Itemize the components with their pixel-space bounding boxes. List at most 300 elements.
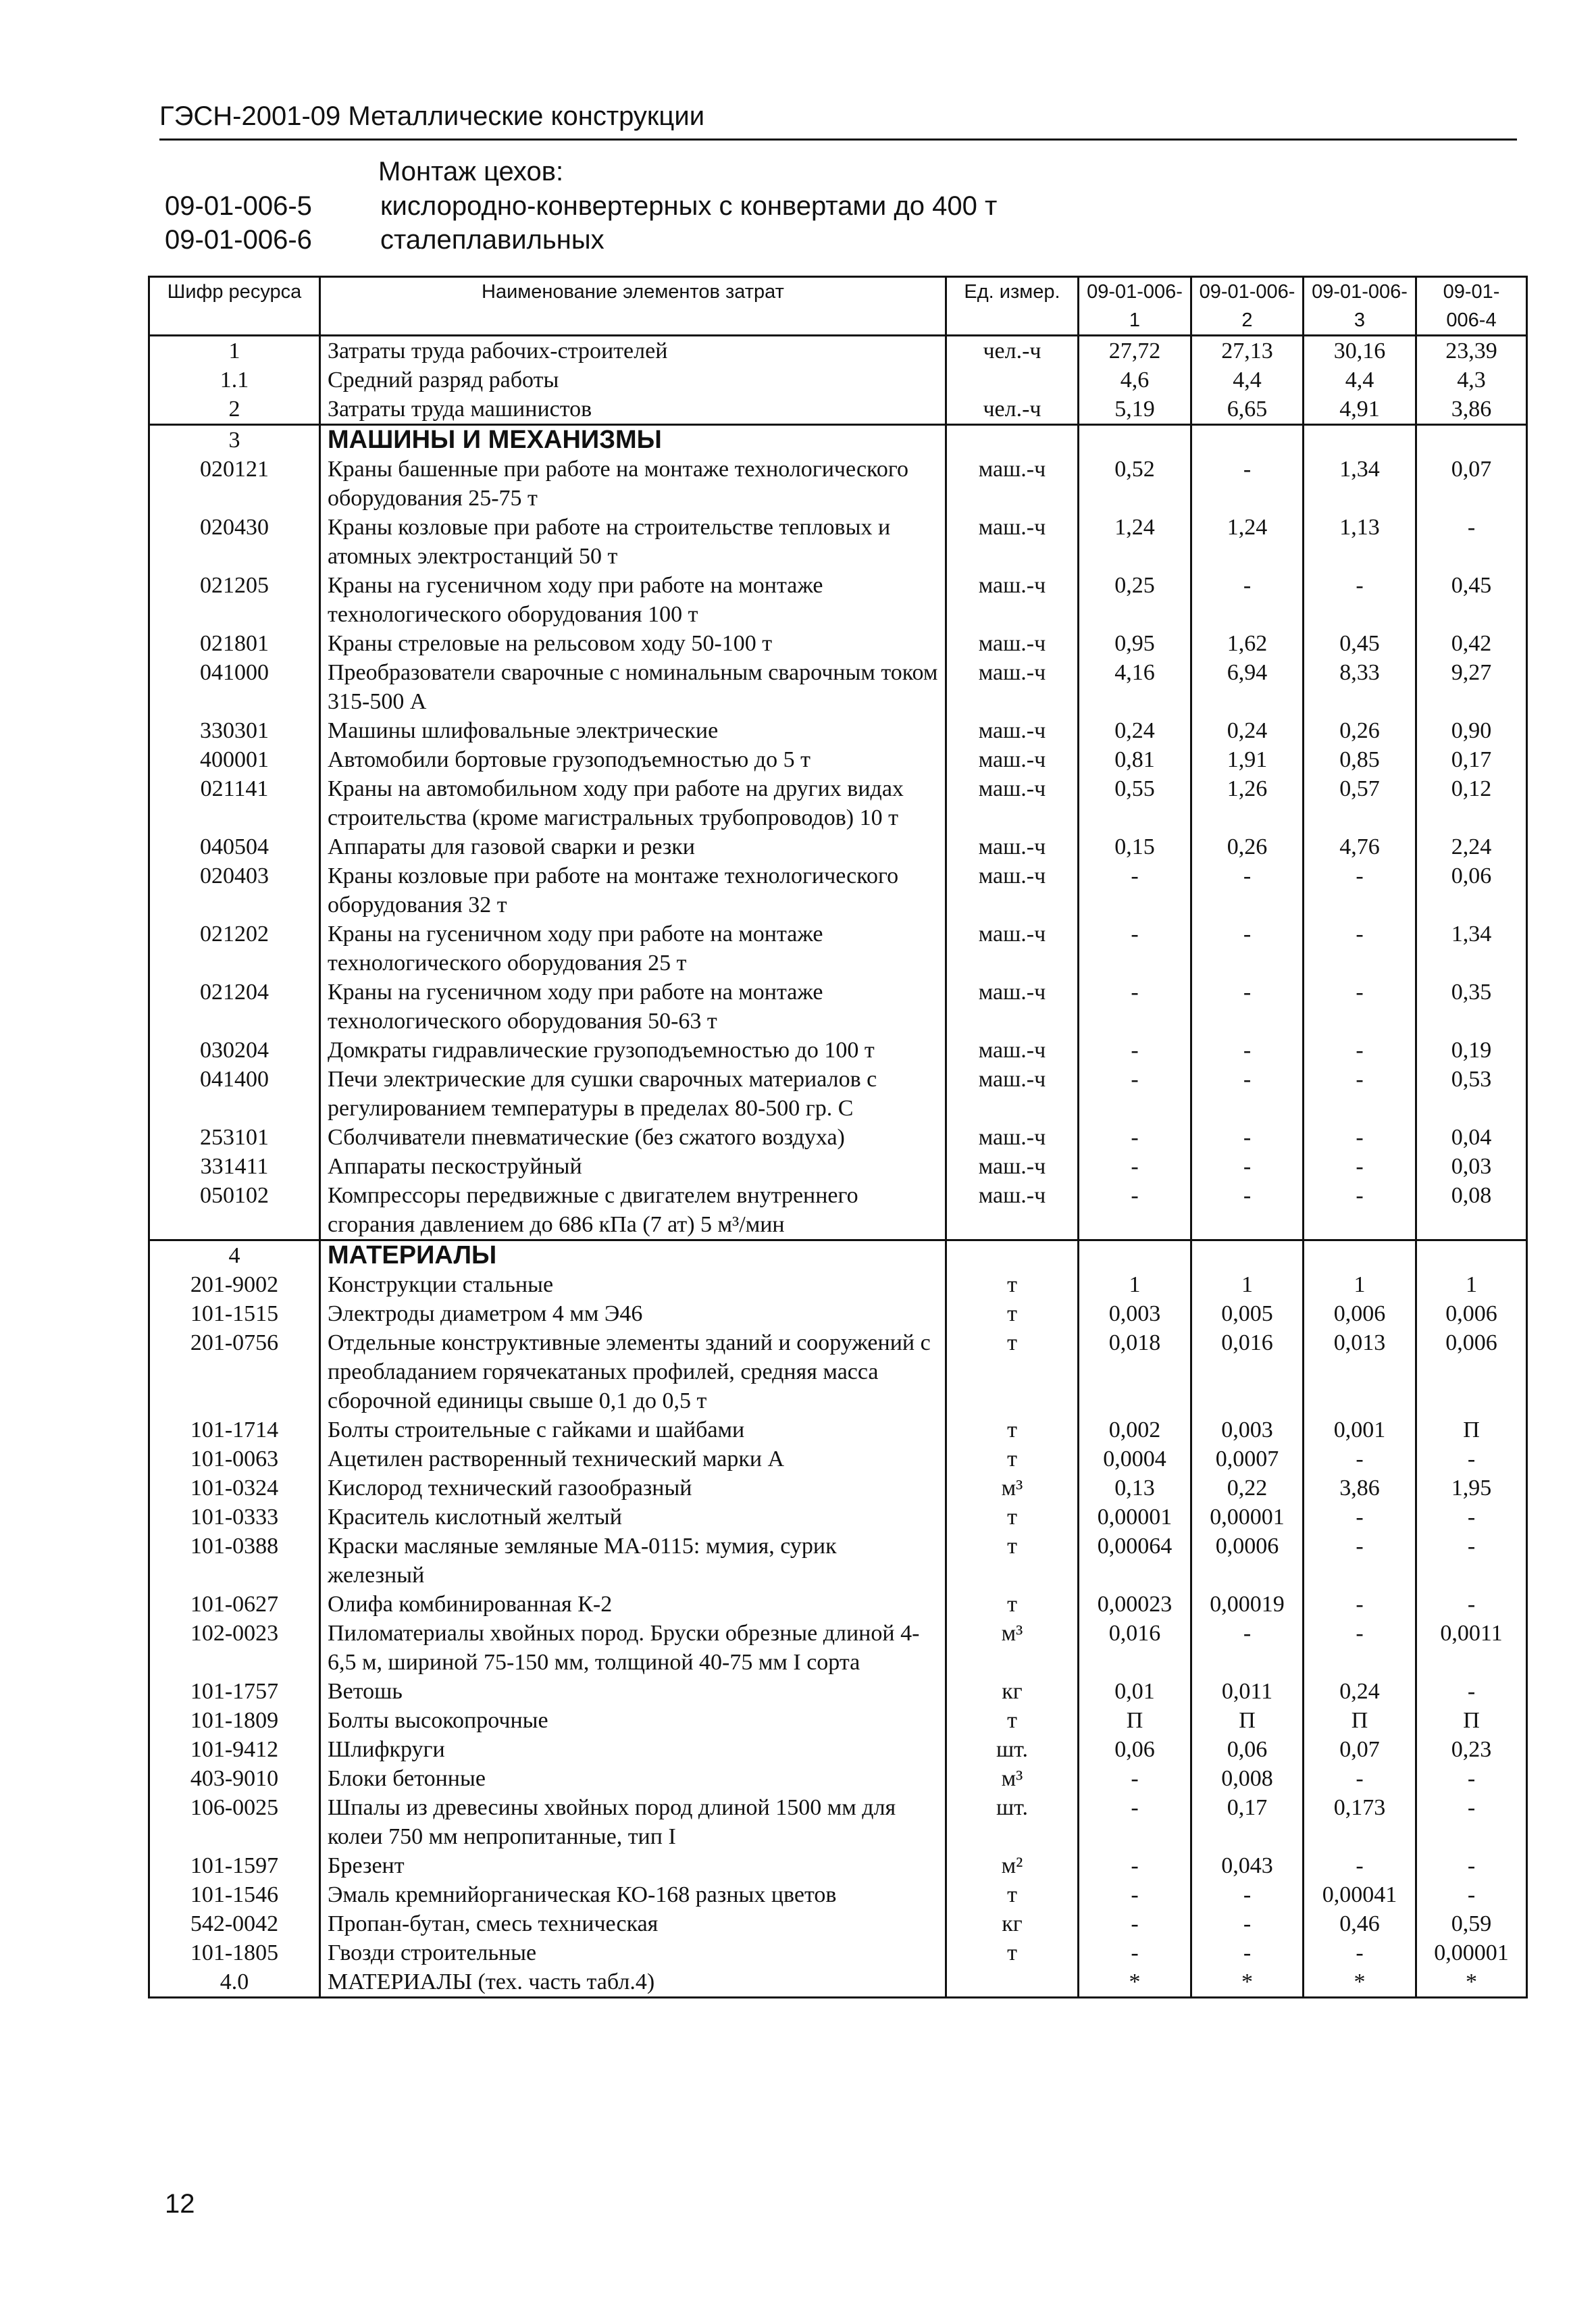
cell-value: - bbox=[1304, 861, 1416, 920]
cell-value: - bbox=[1079, 1181, 1191, 1240]
cell-name: Затраты труда машинистов bbox=[320, 395, 946, 425]
cell-code: 101-0333 bbox=[149, 1503, 320, 1532]
table-row bbox=[149, 1503, 1527, 1532]
cell-value: 23,39 bbox=[1416, 336, 1527, 366]
cell-value: - bbox=[1304, 1444, 1416, 1474]
cell-unit: м³ bbox=[946, 1764, 1079, 1793]
cell-value: 1,24 bbox=[1191, 513, 1304, 571]
cell-value: - bbox=[1416, 1793, 1527, 1851]
cell-value: 0,006 bbox=[1416, 1299, 1527, 1328]
table-row bbox=[149, 658, 1527, 716]
table-row bbox=[149, 1415, 1527, 1444]
cell-value: 1 bbox=[1191, 1270, 1304, 1299]
cell-value: П bbox=[1416, 1415, 1527, 1444]
table-row bbox=[149, 571, 1527, 629]
cell-unit: маш.-ч bbox=[946, 861, 1079, 920]
cell-value: - bbox=[1191, 1036, 1304, 1065]
cell-value: - bbox=[1079, 978, 1191, 1036]
cell-value: 30,16 bbox=[1304, 336, 1416, 366]
table-row bbox=[149, 1181, 1527, 1240]
cell-unit bbox=[946, 366, 1079, 395]
table-row bbox=[149, 1123, 1527, 1152]
cell-code: 542-0042 bbox=[149, 1909, 320, 1938]
cell-value: 1 bbox=[1304, 1270, 1416, 1299]
cell-value: 1,91 bbox=[1191, 745, 1304, 774]
column-header-norm-2: 09-01-006-2 bbox=[1191, 277, 1304, 336]
cell-value: 0,00001 bbox=[1079, 1503, 1191, 1532]
cell-value: 0,15 bbox=[1079, 832, 1191, 861]
cell-unit: маш.-ч bbox=[946, 455, 1079, 513]
cell-code: 101-0627 bbox=[149, 1590, 320, 1619]
cell-value: 0,35 bbox=[1416, 978, 1527, 1036]
cell-value: - bbox=[1079, 861, 1191, 920]
cell-value: 6,65 bbox=[1191, 395, 1304, 425]
cell-name: Шпалы из древесины хвойных пород длиной 1500 мм для колеи 750 мм непропитанные, тип I bbox=[320, 1793, 946, 1851]
cell-value: - bbox=[1191, 1123, 1304, 1152]
cell-value: 3,86 bbox=[1304, 1474, 1416, 1503]
cell-value: - bbox=[1191, 978, 1304, 1036]
cell-value: - bbox=[1191, 861, 1304, 920]
cell-name: Краны козловые при работе на строительстве тепловых и атомных электростанций 50 т bbox=[320, 513, 946, 571]
cell-code: 101-9412 bbox=[149, 1735, 320, 1764]
cell-value: 0,002 bbox=[1079, 1415, 1191, 1444]
table-row bbox=[149, 1590, 1527, 1619]
cell-code: 021205 bbox=[149, 571, 320, 629]
cell-code: 041400 bbox=[149, 1065, 320, 1123]
table-row bbox=[149, 1036, 1527, 1065]
norm-description: сталеплавильных bbox=[380, 225, 604, 255]
cell-value: 4,4 bbox=[1191, 366, 1304, 395]
cell-name: Затраты труда рабочих-строителей bbox=[320, 336, 946, 366]
cell-value: 0,25 bbox=[1079, 571, 1191, 629]
cell-value: 1 bbox=[1416, 1270, 1527, 1299]
cell-value: 0,003 bbox=[1191, 1415, 1304, 1444]
cell-unit: т bbox=[946, 1270, 1079, 1299]
cell-unit: маш.-ч bbox=[946, 832, 1079, 861]
column-header-code: Шифр ресурса bbox=[149, 277, 320, 336]
cell-code: 020430 bbox=[149, 513, 320, 571]
cell-unit: маш.-ч bbox=[946, 629, 1079, 658]
cell-value: 0,19 bbox=[1416, 1036, 1527, 1065]
cell-code: 3 bbox=[149, 425, 320, 455]
cell-code: 020403 bbox=[149, 861, 320, 920]
cell-value bbox=[1079, 425, 1191, 455]
cell-unit: кг bbox=[946, 1909, 1079, 1938]
cell-name: Печи электрические для сушки сварочных материалов с регулированием температуры в пределах 80-500 гр. С bbox=[320, 1065, 946, 1123]
cell-value: П bbox=[1079, 1706, 1191, 1735]
cell-value: - bbox=[1191, 1181, 1304, 1240]
cell-value: 0,0004 bbox=[1079, 1444, 1191, 1474]
cell-value: - bbox=[1416, 1880, 1527, 1909]
cell-name: Конструкции стальные bbox=[320, 1270, 946, 1299]
cell-name: Электроды диаметром 4 мм Э46 bbox=[320, 1299, 946, 1328]
table-row bbox=[149, 455, 1527, 513]
table-row bbox=[149, 978, 1527, 1036]
cell-name: Машины шлифовальные электрические bbox=[320, 716, 946, 745]
cell-value: 0,24 bbox=[1304, 1677, 1416, 1706]
cell-code: 253101 bbox=[149, 1123, 320, 1152]
page-number: 12 bbox=[165, 2189, 195, 2219]
cell-name: Эмаль кремнийорганическая КО-168 разных цветов bbox=[320, 1880, 946, 1909]
cell-value: 0,00023 bbox=[1079, 1590, 1191, 1619]
table-row bbox=[149, 1967, 1527, 1998]
cell-value: - bbox=[1079, 1793, 1191, 1851]
cell-value: 0,17 bbox=[1416, 745, 1527, 774]
table-row bbox=[149, 920, 1527, 978]
cell-value: 0,011 bbox=[1191, 1677, 1304, 1706]
cell-value: - bbox=[1079, 1880, 1191, 1909]
cell-code: 040504 bbox=[149, 832, 320, 861]
cell-unit: т bbox=[946, 1532, 1079, 1590]
cell-unit: м³ bbox=[946, 1619, 1079, 1677]
cell-value: 0,00001 bbox=[1191, 1503, 1304, 1532]
header-divider bbox=[159, 139, 1517, 141]
cell-unit bbox=[946, 1240, 1079, 1271]
cell-code: 101-1597 bbox=[149, 1851, 320, 1880]
cell-value: - bbox=[1191, 1619, 1304, 1677]
table-row bbox=[149, 1764, 1527, 1793]
cell-value: 0,42 bbox=[1416, 629, 1527, 658]
cell-value: - bbox=[1304, 1152, 1416, 1181]
cell-value: 0,018 bbox=[1079, 1328, 1191, 1415]
cell-name: Болты строительные с гайками и шайбами bbox=[320, 1415, 946, 1444]
table-row bbox=[149, 1270, 1527, 1299]
section-row bbox=[149, 425, 1527, 455]
cell-value: - bbox=[1304, 978, 1416, 1036]
cell-value: 1,13 bbox=[1304, 513, 1416, 571]
cell-name: Краны на автомобильном ходу при работе на других видах строительства (кроме магистральных трубопроводов) 10 т bbox=[320, 774, 946, 832]
cell-value: 0,22 bbox=[1191, 1474, 1304, 1503]
cell-value: 0,85 bbox=[1304, 745, 1416, 774]
cell-value bbox=[1416, 1240, 1527, 1271]
cell-name: Средний разряд работы bbox=[320, 366, 946, 395]
cell-value: 8,33 bbox=[1304, 658, 1416, 716]
cell-value: - bbox=[1416, 513, 1527, 571]
table-row bbox=[149, 1938, 1527, 1967]
cell-value bbox=[1079, 1240, 1191, 1271]
cell-value bbox=[1191, 1240, 1304, 1271]
table-header-row bbox=[149, 277, 1527, 336]
cell-name: Шлифкруги bbox=[320, 1735, 946, 1764]
cell-value: - bbox=[1079, 1938, 1191, 1967]
cell-value: 4,76 bbox=[1304, 832, 1416, 861]
cell-value: - bbox=[1191, 920, 1304, 978]
cell-value: 0,12 bbox=[1416, 774, 1527, 832]
cell-value: 0,95 bbox=[1079, 629, 1191, 658]
cell-unit: кг bbox=[946, 1677, 1079, 1706]
cell-name: Домкраты гидравлические грузоподъемностью до 100 т bbox=[320, 1036, 946, 1065]
cell-unit bbox=[946, 425, 1079, 455]
cell-value: - bbox=[1079, 1152, 1191, 1181]
cell-unit: маш.-ч bbox=[946, 745, 1079, 774]
cell-code: 050102 bbox=[149, 1181, 320, 1240]
table-row bbox=[149, 1880, 1527, 1909]
cell-unit: маш.-ч bbox=[946, 978, 1079, 1036]
cell-name: МАТЕРИАЛЫ bbox=[320, 1240, 946, 1271]
cell-name: Краны на гусеничном ходу при работе на монтаже технологического оборудования 50-63 т bbox=[320, 978, 946, 1036]
cell-unit: т bbox=[946, 1938, 1079, 1967]
cell-value: 0,006 bbox=[1416, 1328, 1527, 1415]
table-row bbox=[149, 366, 1527, 395]
cell-value: - bbox=[1304, 1590, 1416, 1619]
cell-value: - bbox=[1416, 1764, 1527, 1793]
cell-value: 0,00019 bbox=[1191, 1590, 1304, 1619]
table-row bbox=[149, 336, 1527, 366]
cell-code: 4 bbox=[149, 1240, 320, 1271]
cell-value: 0,006 bbox=[1304, 1299, 1416, 1328]
cell-value: 0,04 bbox=[1416, 1123, 1527, 1152]
cell-value: 0,17 bbox=[1191, 1793, 1304, 1851]
cell-code: 102-0023 bbox=[149, 1619, 320, 1677]
table-row bbox=[149, 1532, 1527, 1590]
cell-value: 0,24 bbox=[1079, 716, 1191, 745]
cell-unit: маш.-ч bbox=[946, 571, 1079, 629]
cell-code: 020121 bbox=[149, 455, 320, 513]
cell-value: - bbox=[1304, 1181, 1416, 1240]
section-row bbox=[149, 1240, 1527, 1271]
cell-value: - bbox=[1079, 1909, 1191, 1938]
cell-value: 0,06 bbox=[1079, 1735, 1191, 1764]
cell-code: 101-0063 bbox=[149, 1444, 320, 1474]
cell-name: Краситель кислотный желтый bbox=[320, 1503, 946, 1532]
cell-name: Пиломатериалы хвойных пород. Бруски обрезные длиной 4-6,5 м, шириной 75-150 мм, толщиной 40-75 мм I сорта bbox=[320, 1619, 946, 1677]
cell-value: - bbox=[1079, 1036, 1191, 1065]
cell-name: Болты высокопрочные bbox=[320, 1706, 946, 1735]
cell-value: 1 bbox=[1079, 1270, 1191, 1299]
cell-value: - bbox=[1191, 1152, 1304, 1181]
table-row bbox=[149, 1793, 1527, 1851]
cell-code: 021141 bbox=[149, 774, 320, 832]
table-row bbox=[149, 1851, 1527, 1880]
norm-description: кислородно-конвертерных с конвертами до 400 т bbox=[380, 191, 998, 221]
cell-value: 0,016 bbox=[1191, 1328, 1304, 1415]
cell-unit: маш.-ч bbox=[946, 1181, 1079, 1240]
cell-value bbox=[1191, 425, 1304, 455]
table-row bbox=[149, 832, 1527, 861]
cell-value: - bbox=[1191, 1065, 1304, 1123]
cell-value: 4,3 bbox=[1416, 366, 1527, 395]
cell-value: 0,24 bbox=[1191, 716, 1304, 745]
cell-value: 6,94 bbox=[1191, 658, 1304, 716]
cell-unit: м² bbox=[946, 1851, 1079, 1880]
cell-value: П bbox=[1416, 1706, 1527, 1735]
table-row bbox=[149, 1909, 1527, 1938]
cell-value: - bbox=[1079, 920, 1191, 978]
cell-name: Брезент bbox=[320, 1851, 946, 1880]
cell-value: 1,62 bbox=[1191, 629, 1304, 658]
cell-unit: маш.-ч bbox=[946, 1065, 1079, 1123]
cell-name: Краны на гусеничном ходу при работе на монтаже технологического оборудования 25 т bbox=[320, 920, 946, 978]
norm-code: 09-01-006-5 bbox=[165, 191, 312, 221]
cell-value: 0,45 bbox=[1416, 571, 1527, 629]
table-row bbox=[149, 1444, 1527, 1474]
cell-value: П bbox=[1304, 1706, 1416, 1735]
cell-value: 1,24 bbox=[1079, 513, 1191, 571]
cell-value: 4,16 bbox=[1079, 658, 1191, 716]
cell-value: 0,13 bbox=[1079, 1474, 1191, 1503]
cell-value: - bbox=[1079, 1851, 1191, 1880]
cell-name: Краны на гусеничном ходу при работе на монтаже технологического оборудования 100 т bbox=[320, 571, 946, 629]
cell-code: 101-0388 bbox=[149, 1532, 320, 1590]
cell-value: - bbox=[1191, 455, 1304, 513]
cell-value: П bbox=[1191, 1706, 1304, 1735]
cell-value bbox=[1304, 425, 1416, 455]
cell-value: - bbox=[1416, 1590, 1527, 1619]
cell-unit: чел.-ч bbox=[946, 336, 1079, 366]
column-header-norm-4: 09-01-006-4 bbox=[1416, 277, 1527, 336]
cell-name: Компрессоры передвижные с двигателем внутреннего сгорания давлением до 686 кПа (7 ат) 5 м³/мин bbox=[320, 1181, 946, 1240]
cell-code: 201-0756 bbox=[149, 1328, 320, 1415]
cell-value: * bbox=[1079, 1967, 1191, 1998]
cell-value: 0,00064 bbox=[1079, 1532, 1191, 1590]
cell-code: 400001 bbox=[149, 745, 320, 774]
cell-value: 4,91 bbox=[1304, 395, 1416, 425]
cell-value: 2,24 bbox=[1416, 832, 1527, 861]
table-row bbox=[149, 1677, 1527, 1706]
cell-unit: маш.-ч bbox=[946, 774, 1079, 832]
cell-unit bbox=[946, 1967, 1079, 1998]
cell-value: 4,6 bbox=[1079, 366, 1191, 395]
cell-value: - bbox=[1304, 571, 1416, 629]
cell-code: 101-1546 bbox=[149, 1880, 320, 1909]
norm-code: 09-01-006-6 bbox=[165, 225, 312, 255]
cell-unit: маш.-ч bbox=[946, 716, 1079, 745]
cell-value: 0,06 bbox=[1416, 861, 1527, 920]
cell-value: 27,13 bbox=[1191, 336, 1304, 366]
cell-value: * bbox=[1304, 1967, 1416, 1998]
cell-value: 0,26 bbox=[1191, 832, 1304, 861]
cell-unit: шт. bbox=[946, 1735, 1079, 1764]
cell-value: 0,008 bbox=[1191, 1764, 1304, 1793]
cell-name: Гвозди строительные bbox=[320, 1938, 946, 1967]
cell-code: 106-0025 bbox=[149, 1793, 320, 1851]
cell-value: - bbox=[1304, 1065, 1416, 1123]
cell-unit: маш.-ч bbox=[946, 513, 1079, 571]
cell-value: 1,34 bbox=[1304, 455, 1416, 513]
cell-name: Блоки бетонные bbox=[320, 1764, 946, 1793]
cell-value: 0,013 bbox=[1304, 1328, 1416, 1415]
cell-name: Кислород технический газообразный bbox=[320, 1474, 946, 1503]
table-row bbox=[149, 1065, 1527, 1123]
cell-name: Отдельные конструктивные элементы зданий и сооружений с преобладанием горячекатаных профилей, средняя масса сборочной единицы свыше 0,1 до 0,5 т bbox=[320, 1328, 946, 1415]
cell-value: 0,001 bbox=[1304, 1415, 1416, 1444]
table-row bbox=[149, 1328, 1527, 1415]
table-row bbox=[149, 774, 1527, 832]
cell-code: 101-1757 bbox=[149, 1677, 320, 1706]
cell-value: 0,06 bbox=[1191, 1735, 1304, 1764]
cell-value: 0,00001 bbox=[1416, 1938, 1527, 1967]
cell-value: 0,043 bbox=[1191, 1851, 1304, 1880]
cell-value: 4,4 bbox=[1304, 366, 1416, 395]
cell-value bbox=[1416, 425, 1527, 455]
cell-name: МАШИНЫ И МЕХАНИЗМЫ bbox=[320, 425, 946, 455]
cell-value: - bbox=[1304, 1619, 1416, 1677]
cell-unit: т bbox=[946, 1880, 1079, 1909]
cell-unit: чел.-ч bbox=[946, 395, 1079, 425]
cell-value: - bbox=[1416, 1444, 1527, 1474]
cell-value: - bbox=[1304, 1123, 1416, 1152]
cell-code: 2 bbox=[149, 395, 320, 425]
table-row bbox=[149, 1735, 1527, 1764]
cell-value: 0,0011 bbox=[1416, 1619, 1527, 1677]
cell-value: 0,53 bbox=[1416, 1065, 1527, 1123]
cell-value: - bbox=[1191, 1880, 1304, 1909]
cell-code: 030204 bbox=[149, 1036, 320, 1065]
cell-code: 101-1515 bbox=[149, 1299, 320, 1328]
cell-code: 403-9010 bbox=[149, 1764, 320, 1793]
cell-name: Автомобили бортовые грузоподъемностью до 5 т bbox=[320, 745, 946, 774]
cell-unit: маш.-ч bbox=[946, 658, 1079, 716]
cell-value: 0,173 bbox=[1304, 1793, 1416, 1851]
cell-value: 0,57 bbox=[1304, 774, 1416, 832]
cell-value: 0,016 bbox=[1079, 1619, 1191, 1677]
cell-value: 0,23 bbox=[1416, 1735, 1527, 1764]
cell-value: 0,90 bbox=[1416, 716, 1527, 745]
cell-code: 331411 bbox=[149, 1152, 320, 1181]
cell-unit: м³ bbox=[946, 1474, 1079, 1503]
table-body bbox=[149, 336, 1527, 1998]
cell-unit: т bbox=[946, 1415, 1079, 1444]
cell-code: 101-1805 bbox=[149, 1938, 320, 1967]
cell-value: 1,26 bbox=[1191, 774, 1304, 832]
cell-unit: т bbox=[946, 1328, 1079, 1415]
cell-value: 1,34 bbox=[1416, 920, 1527, 978]
cell-value: 0,03 bbox=[1416, 1152, 1527, 1181]
cell-name: Сболчиватели пневматические (без сжатого воздуха) bbox=[320, 1123, 946, 1152]
cell-code: 4.0 bbox=[149, 1967, 320, 1998]
cell-value: - bbox=[1191, 1909, 1304, 1938]
column-header-norm-3: 09-01-006-3 bbox=[1304, 277, 1416, 336]
cell-name: Краны стреловые на рельсовом ходу 50-100 т bbox=[320, 629, 946, 658]
table-row bbox=[149, 716, 1527, 745]
table-row bbox=[149, 1299, 1527, 1328]
cell-value: 0,46 bbox=[1304, 1909, 1416, 1938]
cell-value: 0,005 bbox=[1191, 1299, 1304, 1328]
cell-value: - bbox=[1416, 1851, 1527, 1880]
cell-code: 021801 bbox=[149, 629, 320, 658]
cell-name: Аппараты пескоструйный bbox=[320, 1152, 946, 1181]
cell-value: - bbox=[1304, 1503, 1416, 1532]
cell-value: - bbox=[1079, 1764, 1191, 1793]
cell-name: Краны башенные при работе на монтаже технологического оборудования 25-75 т bbox=[320, 455, 946, 513]
cell-unit: маш.-ч bbox=[946, 1152, 1079, 1181]
cell-value: * bbox=[1416, 1967, 1527, 1998]
table-row bbox=[149, 745, 1527, 774]
cell-code: 101-0324 bbox=[149, 1474, 320, 1503]
table-row bbox=[149, 513, 1527, 571]
column-header-unit: Ед. измер. bbox=[946, 277, 1079, 336]
cell-value: 0,59 bbox=[1416, 1909, 1527, 1938]
cell-value: - bbox=[1416, 1677, 1527, 1706]
cell-unit: шт. bbox=[946, 1793, 1079, 1851]
document-title: ГЭСН-2001-09 Металлические конструкции bbox=[159, 101, 705, 131]
cell-value: 0,45 bbox=[1304, 629, 1416, 658]
cell-value: - bbox=[1191, 571, 1304, 629]
cell-unit: маш.-ч bbox=[946, 920, 1079, 978]
cell-value: - bbox=[1304, 920, 1416, 978]
table-row bbox=[149, 1706, 1527, 1735]
cell-value: 0,07 bbox=[1416, 455, 1527, 513]
cell-code: 021204 bbox=[149, 978, 320, 1036]
cell-value: - bbox=[1304, 1938, 1416, 1967]
cell-name: Аппараты для газовой сварки и резки bbox=[320, 832, 946, 861]
cell-value: - bbox=[1191, 1938, 1304, 1967]
table-row bbox=[149, 861, 1527, 920]
cell-name: Пропан-бутан, смесь техническая bbox=[320, 1909, 946, 1938]
cell-value: 0,00041 bbox=[1304, 1880, 1416, 1909]
cell-name: МАТЕРИАЛЫ (тех. часть табл.4) bbox=[320, 1967, 946, 1998]
cell-value: 9,27 bbox=[1416, 658, 1527, 716]
